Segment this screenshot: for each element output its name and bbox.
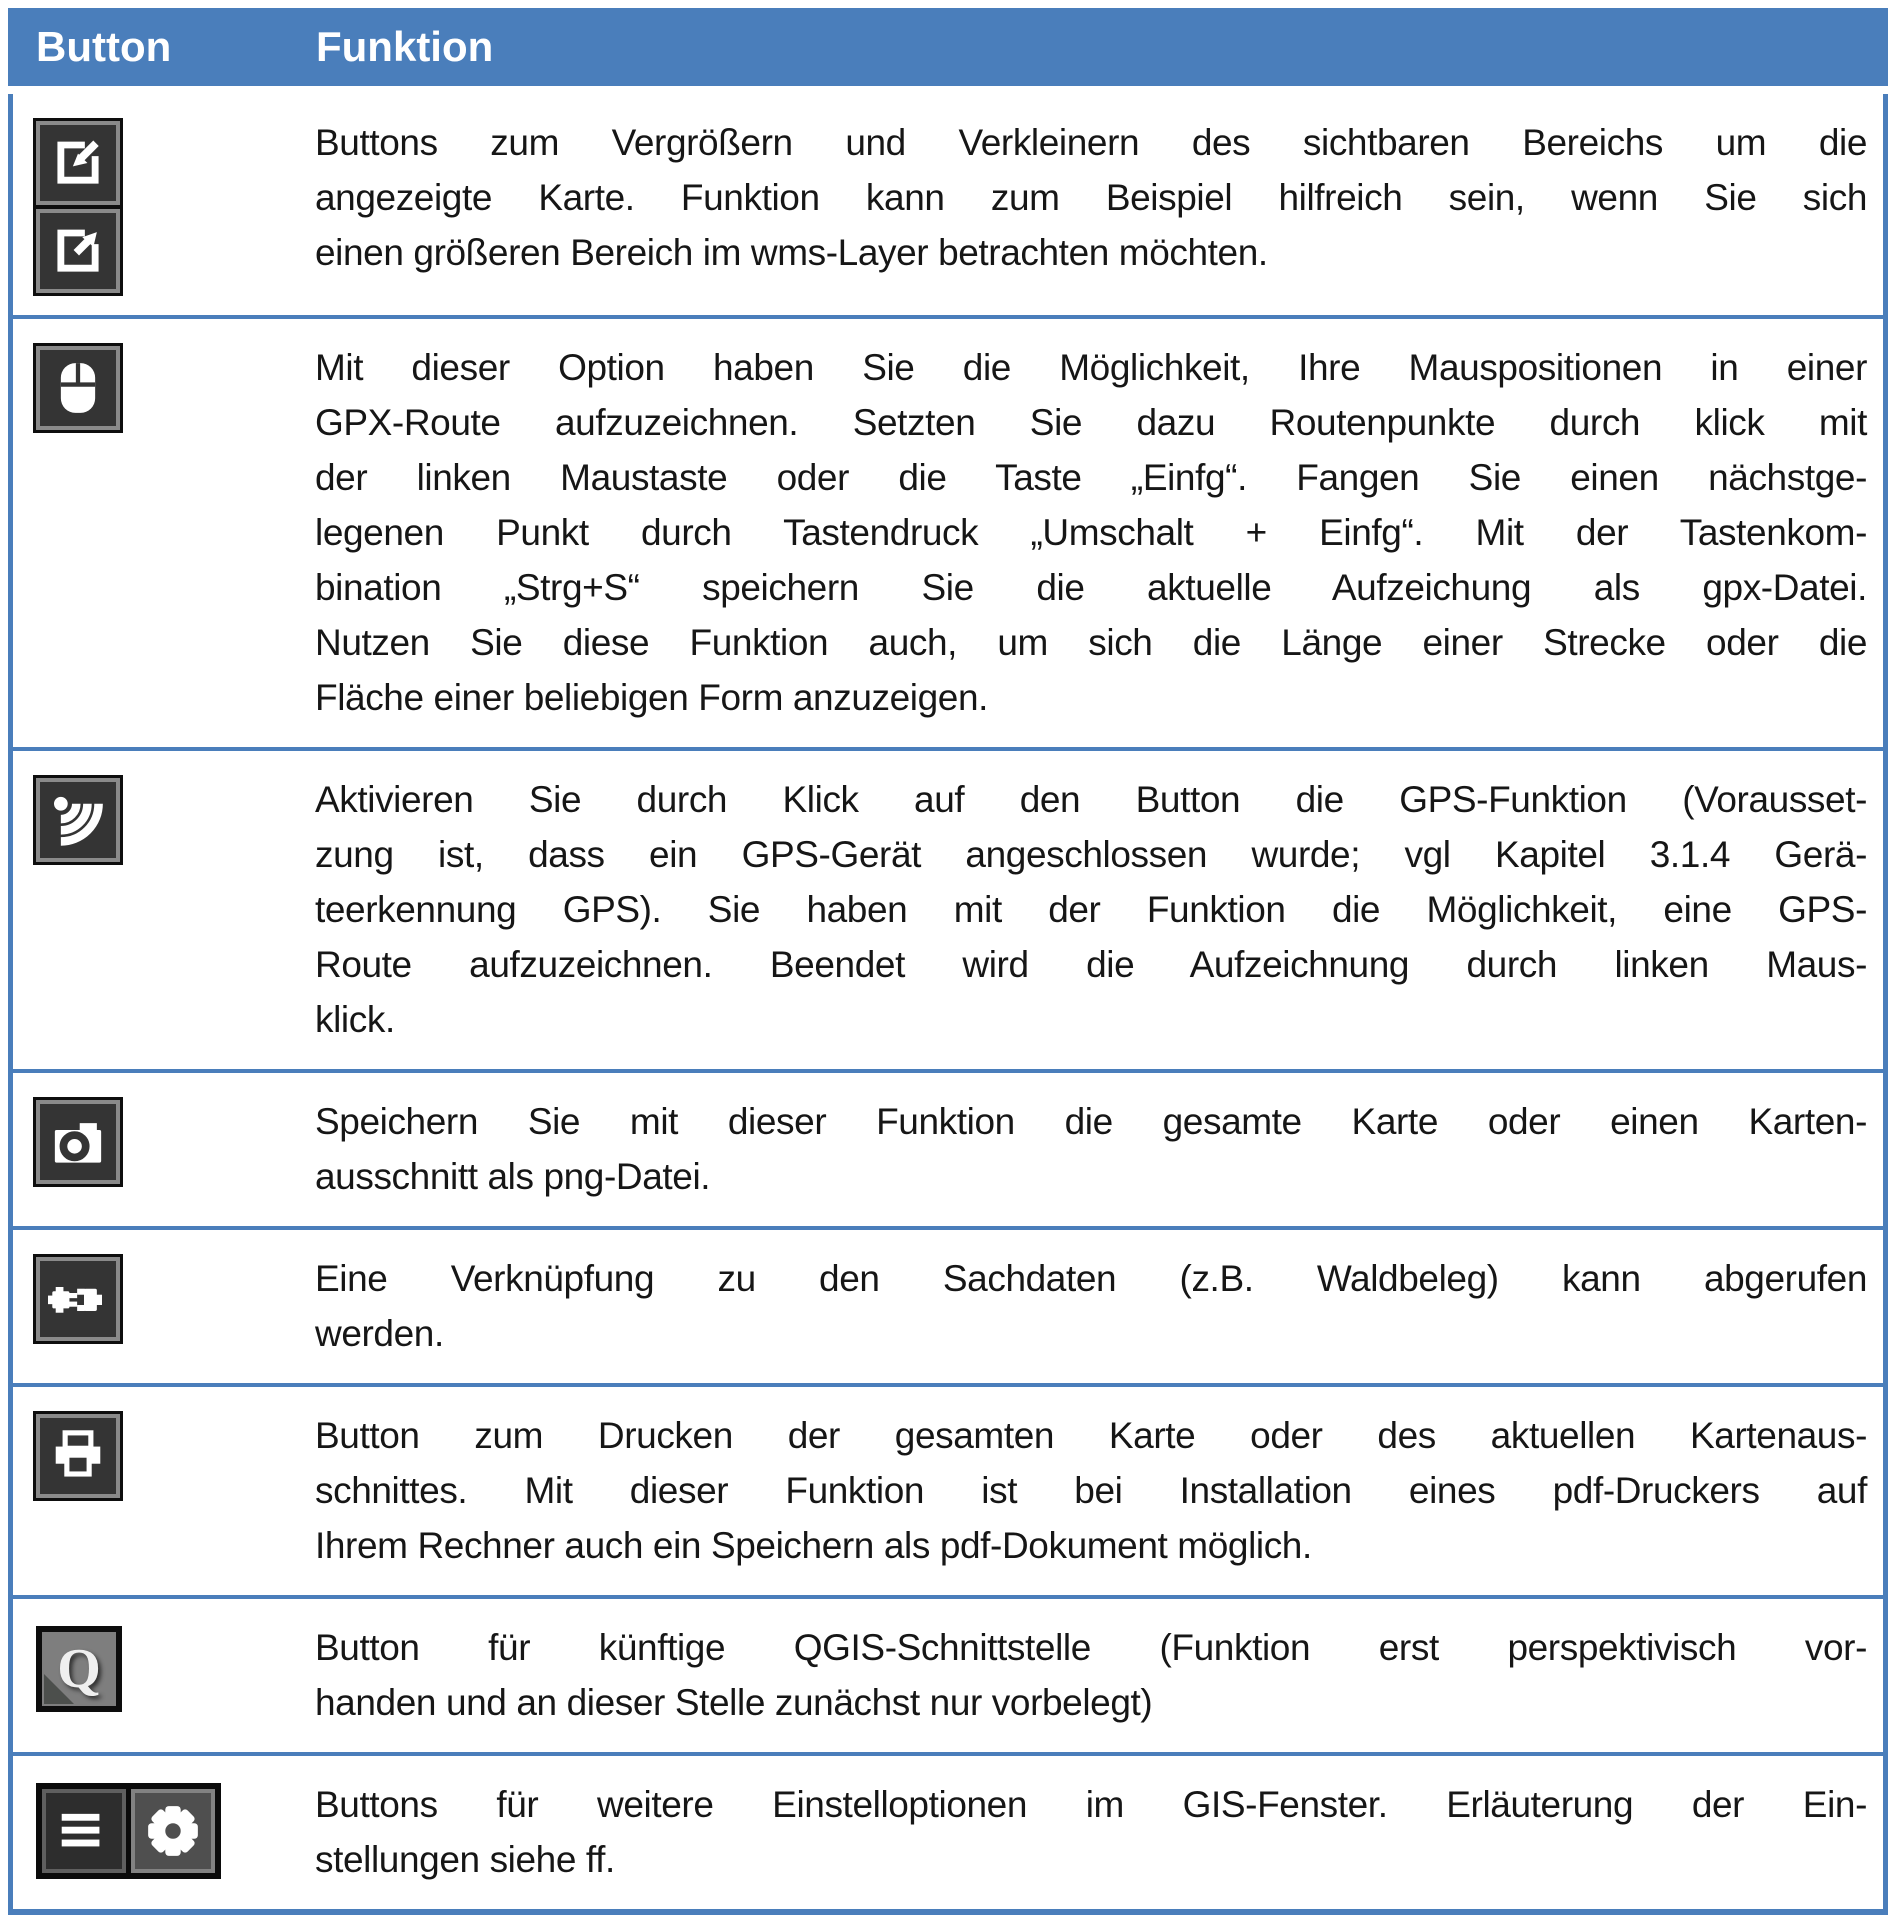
header-gap bbox=[8, 86, 1888, 94]
table-row bbox=[13, 1752, 1883, 1909]
table-row bbox=[13, 1383, 1883, 1595]
function-text-line: Buttons zum Vergrößern und Verkleinern des sichtbaren Bereichs um die bbox=[315, 122, 1867, 163]
button-cell bbox=[13, 1251, 315, 1361]
printer-icon bbox=[36, 1414, 120, 1498]
function-text-line: Fläche einer beliebigen Form anzuzeigen. bbox=[315, 677, 989, 718]
function-cell bbox=[315, 115, 1883, 293]
function-text-line: der linken Maustaste oder die Taste „Einfg“. Fangen Sie einen nächstge- bbox=[315, 457, 1867, 498]
toolbar-button-group bbox=[36, 1783, 221, 1879]
toolbar-button-group bbox=[36, 1414, 120, 1498]
toolbar-button-group bbox=[36, 121, 120, 293]
function-cell bbox=[315, 1408, 1883, 1573]
table-header bbox=[8, 8, 1888, 86]
gear-icon bbox=[131, 1789, 215, 1873]
function-cell bbox=[315, 1777, 1883, 1887]
function-cell bbox=[315, 1251, 1883, 1361]
button-cell bbox=[13, 115, 315, 293]
function-text-line: Speichern Sie mit dieser Funktion die gesamte Karte oder einen Karten- bbox=[315, 1101, 1867, 1142]
button-cell bbox=[13, 340, 315, 725]
function-text-line: stellungen siehe ff. bbox=[315, 1839, 615, 1880]
column-header-button: Button bbox=[36, 23, 172, 70]
table-row bbox=[13, 1226, 1883, 1383]
function-text-line: angezeigte Karte. Funktion kann zum Beispiel hilfreich sein, wenn Sie sich bbox=[315, 177, 1867, 218]
function-text-line: teerkennung GPS). Sie haben mit der Funktion die Möglichkeit, eine GPS- bbox=[315, 889, 1867, 930]
mouse-icon bbox=[36, 346, 120, 430]
shrink-view-icon bbox=[36, 121, 120, 205]
function-text-line: Button zum Drucken der gesamten Karte oder des aktuellen Kartenaus- bbox=[315, 1415, 1867, 1456]
function-cell bbox=[315, 340, 1883, 725]
function-cell bbox=[315, 772, 1883, 1047]
button-cell bbox=[13, 1094, 315, 1204]
table-row bbox=[13, 1595, 1883, 1752]
function-text-line: Buttons für weitere Einstelloptionen im GIS-Fenster. Erläuterung der Ein- bbox=[315, 1784, 1867, 1825]
expand-view-icon bbox=[36, 209, 120, 293]
function-text-line: handen und an dieser Stelle zunächst nur vorbelegt) bbox=[315, 1682, 1153, 1723]
function-text-line: einen größeren Bereich im wms-Layer betrachten möchten. bbox=[315, 232, 1268, 273]
column-header-funktion: Funktion bbox=[316, 23, 494, 70]
function-text-line: Route aufzuzeichnen. Beendet wird die Aufzeichnung durch linken Maus- bbox=[315, 944, 1867, 985]
table-row bbox=[13, 747, 1883, 1069]
table-row bbox=[13, 94, 1883, 315]
function-text-line: zung ist, dass ein GPS-Gerät angeschlossen wurde; vgl Kapitel 3.1.4 Gerä- bbox=[315, 834, 1867, 875]
toolbar-button-group bbox=[36, 1100, 120, 1184]
function-text-line: Button für künftige QGIS-Schnittstelle (Funktion erst perspektivisch vor- bbox=[315, 1627, 1867, 1668]
plug-connection-icon bbox=[36, 1257, 120, 1341]
camera-icon bbox=[36, 1100, 120, 1184]
table-row bbox=[13, 315, 1883, 747]
function-text-line: bination „Strg+S“ speichern Sie die aktuelle Aufzeichung als gpx-Datei. bbox=[315, 567, 1867, 608]
button-cell bbox=[13, 772, 315, 1047]
function-text-line: ausschnitt als png-Datei. bbox=[315, 1156, 711, 1197]
function-cell bbox=[315, 1620, 1883, 1730]
function-text-line: Mit dieser Option haben Sie die Möglichkeit, Ihre Mauspositionen in einer bbox=[315, 347, 1867, 388]
function-text-line: GPX-Route aufzuzeichnen. Setzten Sie dazu Routenpunkte durch klick mit bbox=[315, 402, 1867, 443]
function-text-line: werden. bbox=[315, 1313, 444, 1354]
qgis-q-icon: Q bbox=[36, 1626, 122, 1712]
table-body bbox=[8, 94, 1888, 1915]
button-cell bbox=[13, 1777, 315, 1887]
function-text-line: Ihrem Rechner auch ein Speichern als pdf-Dokument möglich. bbox=[315, 1525, 1312, 1566]
function-text-line: klick. bbox=[315, 999, 395, 1040]
function-text-line: Aktivieren Sie durch Klick auf den Button die GPS-Funktion (Vorausset- bbox=[315, 779, 1867, 820]
function-text-line: Eine Verknüpfung zu den Sachdaten (z.B. Waldbeleg) kann abgerufen bbox=[315, 1258, 1867, 1299]
button-cell bbox=[13, 1408, 315, 1573]
menu-icon bbox=[42, 1789, 126, 1873]
function-text-line: schnittes. Mit dieser Funktion ist bei Installation eines pdf-Druckers auf bbox=[315, 1470, 1867, 1511]
function-cell bbox=[315, 1094, 1883, 1204]
function-text-line: Nutzen Sie diese Funktion auch, um sich die Länge einer Strecke oder die bbox=[315, 622, 1867, 663]
function-text-line: legenen Punkt durch Tastendruck „Umschalt + Einfg“. Mit der Tastenkom- bbox=[315, 512, 1867, 553]
toolbar-button-group bbox=[36, 778, 120, 862]
button-cell bbox=[13, 1620, 315, 1730]
toolbar-button-group bbox=[36, 1626, 122, 1712]
toolbar-button-group bbox=[36, 1257, 120, 1341]
table-row bbox=[13, 1069, 1883, 1226]
button-function-table bbox=[8, 8, 1888, 1915]
gps-signal-icon bbox=[36, 778, 120, 862]
toolbar-button-group bbox=[36, 346, 120, 430]
